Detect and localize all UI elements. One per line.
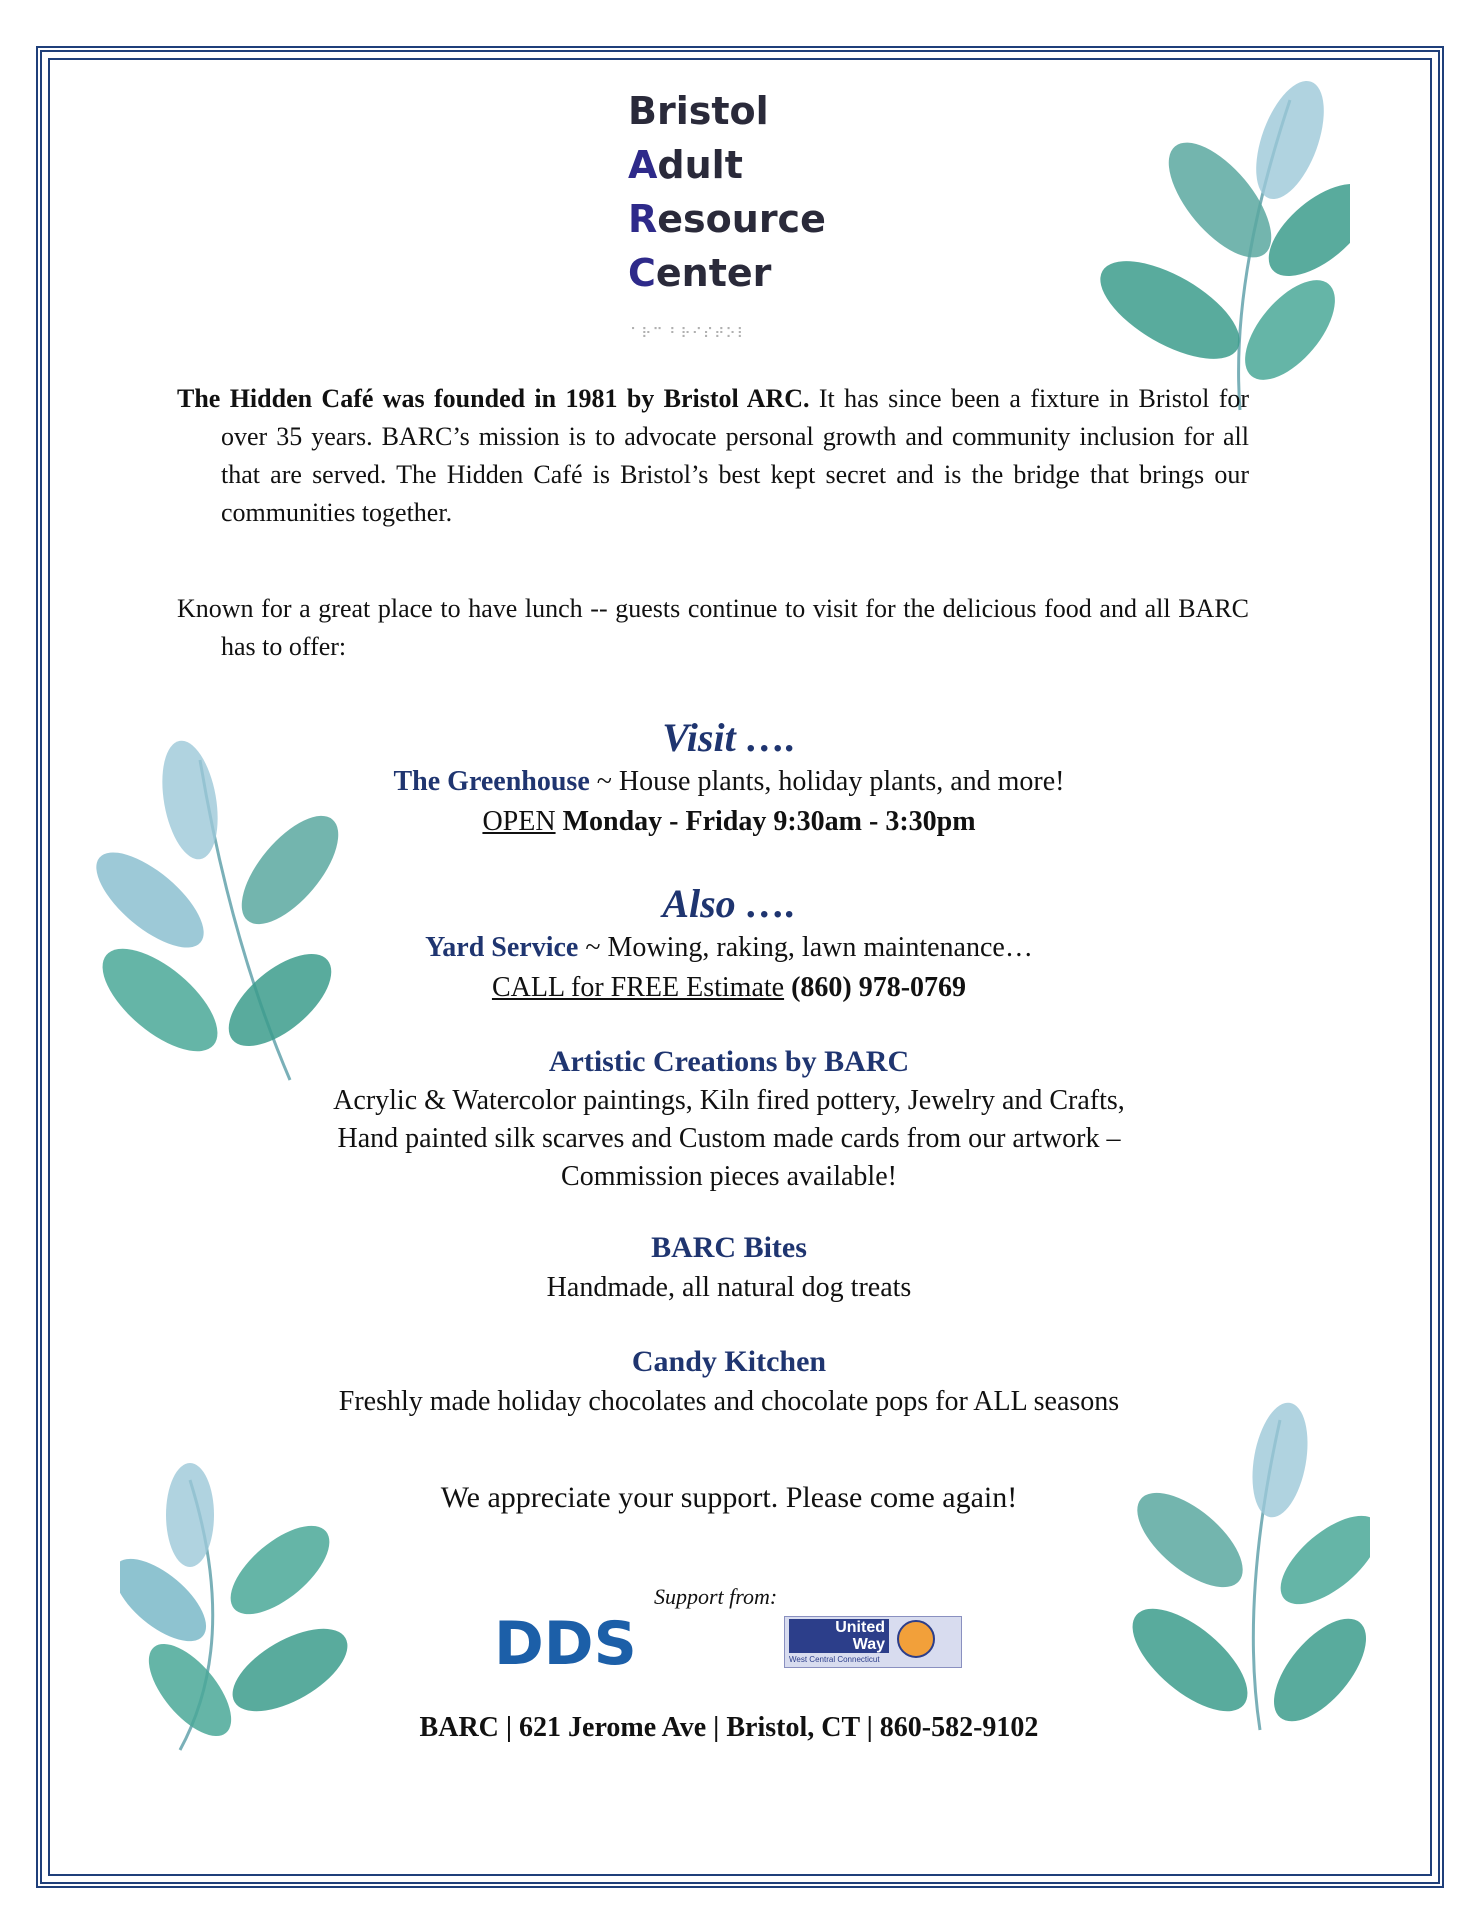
barc-logo: [628, 84, 826, 300]
logo-line-bristol: Bristol: [628, 89, 769, 133]
footer-address: BARC | 621 Jerome Ave | Bristol, CT | 860-582-9102: [419, 1712, 1039, 1743]
dds-logo: [494, 1612, 664, 1672]
leaf-branch-top-right-icon: [1090, 80, 1350, 420]
intro-paragraph-1: The Hidden Café was founded in 1981 by Bristol ARC. It has since been a fixture in Bristol for over 35 years. BARC’s mission is to advocate personal growth and community inclusion for all that are served. The Hidden Café is Bristol’s best kept secret and is the bridge that brings our communities together.: [177, 384, 1250, 527]
thanks-message: We appreciate your support. Please come again!: [440, 1481, 1018, 1514]
united-way-logo: [784, 1616, 962, 1668]
artistic-heading: Artistic Creations by BARC: [548, 1045, 910, 1078]
leaf-branch-bottom-right-icon: [1130, 1400, 1370, 1740]
candy-kitchen-desc: Freshly made holiday chocolates and chocolate pops for ALL seasons: [338, 1386, 1120, 1417]
barc-bites-section: [177, 1228, 1281, 1308]
logo-line-resource: Resource: [628, 197, 826, 241]
logo-line-center: Center: [628, 251, 772, 295]
logo-line-adult: Adult: [628, 143, 743, 187]
barc-bites-heading: BARC Bites: [651, 1231, 807, 1264]
artistic-line-1: Acrylic & Watercolor paintings, Kiln fired pottery, Jewelry and Crafts,: [333, 1085, 1125, 1116]
united-way-line-2: Way: [852, 1636, 885, 1653]
visit-section: [177, 714, 1281, 842]
barc-bites-desc: Handmade, all natural dog treats: [546, 1272, 912, 1303]
united-way-sub: West Central Connecticut: [789, 1655, 880, 1664]
intro-paragraph-2: Known for a great place to have lunch -- guests continue to visit for the delicious food and all BARC has to offer:: [177, 594, 1249, 661]
united-way-emblem-icon: [897, 1620, 935, 1658]
yard-service-line: Yard Service ~ Mowing, raking, lawn maintenance…: [425, 932, 1033, 963]
dds-logo-text: DDS: [494, 1612, 637, 1672]
candy-kitchen-section: [177, 1342, 1281, 1422]
greenhouse-hours: OPEN Monday - Friday 9:30am - 3:30pm: [482, 806, 976, 837]
united-way-line-1: United: [835, 1619, 885, 1636]
visit-heading: Visit ….: [662, 715, 796, 760]
artistic-section: [177, 1042, 1281, 1196]
candy-kitchen-heading: Candy Kitchen: [631, 1345, 827, 1378]
yard-call-line: CALL for FREE Estimate (860) 978-0769: [491, 972, 967, 1003]
also-section: [177, 880, 1281, 1008]
greenhouse-line: The Greenhouse ~ House plants, holiday plants, and more!: [393, 766, 1065, 797]
artistic-line-3: Commission pieces available!: [561, 1161, 897, 1192]
artistic-line-2: Hand painted silk scarves and Custom made cards from our artwork –: [337, 1123, 1121, 1154]
also-heading: Also ….: [662, 881, 796, 926]
support-label: Support from:: [654, 1584, 778, 1609]
braille-text: ⠁⠗⠉ ⠃⠗⠊⠎⠞⠕⠇: [630, 326, 748, 342]
